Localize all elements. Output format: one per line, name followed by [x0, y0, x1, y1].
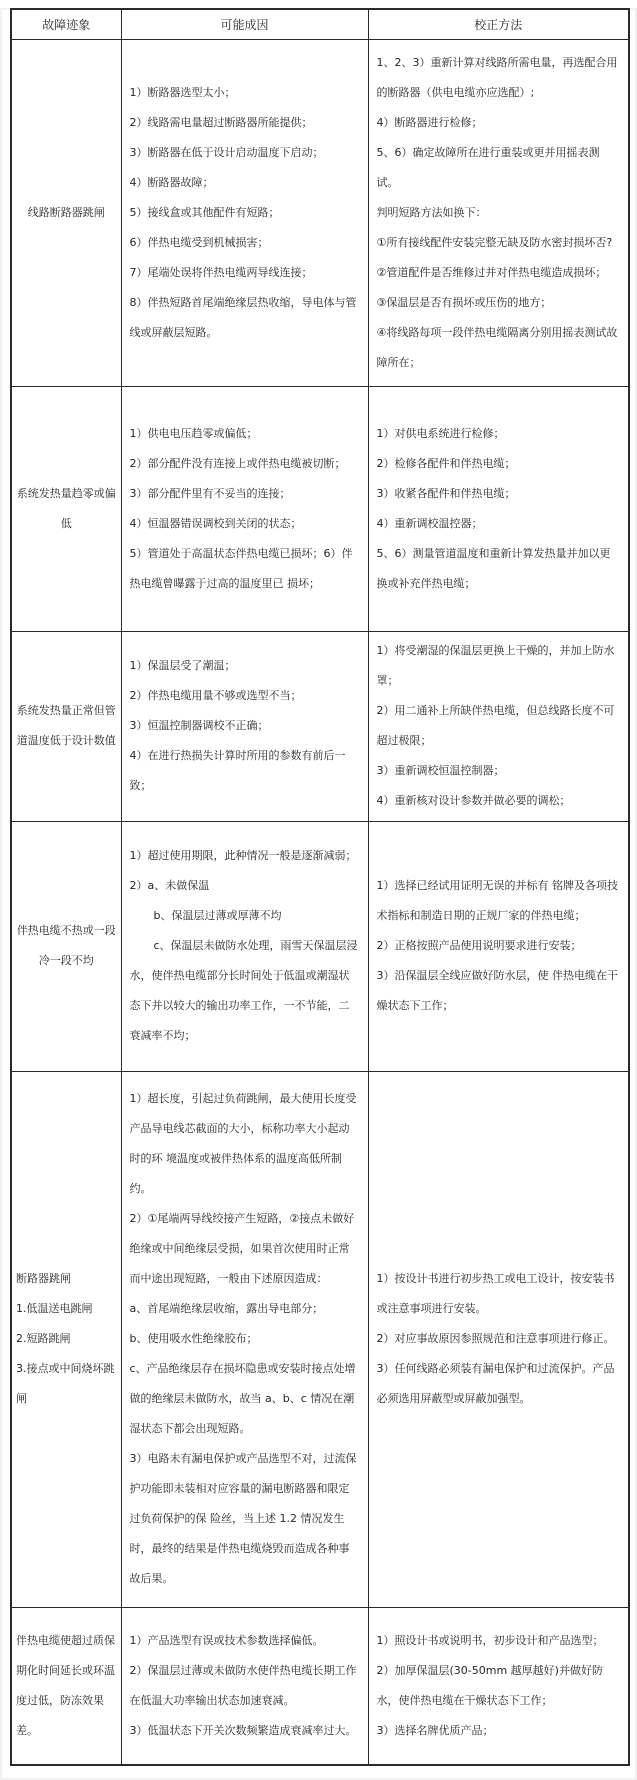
fix-item: 4）重新调校温控器；: [376, 516, 483, 530]
symptom-text: 系统发热量正常但管道温度低于设计数值: [16, 704, 116, 747]
cause-item: 4）恒温器错误调校到关闭的状态；: [129, 516, 302, 530]
header-fixes: 校正方法: [368, 9, 629, 39]
cause-item: 3）部分配件里有不妥当的连接；: [129, 486, 291, 500]
causes-cell: [121, 39, 368, 386]
fix-item: 判明短路方法如换下：: [376, 205, 487, 219]
cause-item: c、保温层未做防水处理，雨雪天保温层浸水，使伴热电缆部分长时间处于低温或潮湿状态下并以较大的输出功率工作，一不节能，二衰减率不均；: [129, 939, 358, 1042]
fix-item: ④将线路每项一段伴热电缆隔离分别用摇表测试故障所在；: [376, 325, 618, 369]
fix-item: 5、6）测量管道温度和重新计算发热量并加以更换或补充伴热电缆；: [376, 546, 611, 590]
table-row: [11, 1071, 629, 1607]
cause-item: 2）a、未做保温: [129, 879, 210, 892]
cause-item: 3）断路器在低于设计启动温度下启动；: [129, 145, 324, 159]
fix-item: 3）重新调校恒温控制器；: [376, 764, 505, 777]
cause-item: 2）保温层过薄或未做防水使伴热电缆长期工作在低温大功率输出状态加速衰减。: [129, 1663, 357, 1707]
symptom-cell: [11, 631, 121, 821]
cause-item: 5）管道处于高温状态伴热电缆已损坏；6）伴热电缆曾曝露于过高的温度里已 损坏；: [129, 546, 353, 590]
cause-item: 1）产品选型有误或技术参数选择偏低。: [129, 1633, 324, 1647]
cause-item: 4）断路器故障；: [129, 175, 214, 189]
symptom-text: 1.低温送电跳闸: [16, 1302, 93, 1315]
symptom-cell: [11, 386, 121, 631]
cause-item: 7）尾端处误将伴热电缆两导线连接；: [129, 265, 313, 279]
cause-item: 4）在进行热损失计算时所用的参数有前后一致；: [129, 749, 346, 792]
symptom-text: 伴热电缆使超过质保期化时间延长或环温度过低，防冻效果差。: [16, 1633, 115, 1737]
symptom-text: 3.接点或中间烧坏跳闸: [16, 1362, 115, 1405]
cause-item: 2）部分配件没有连接上或伴热电缆被切断；: [129, 456, 346, 470]
cause-item: 3）电路未有漏电保护或产品选型不对，过流保护功能即未装相对应容量的漏电断路器和限定过负荷保护的保 险丝，当上述 1.2 情况发生时，最终的结果是伴热电缆烧毁而造成各种事故后果。: [129, 1452, 357, 1585]
cause-item: b、使用吸水性绝缘胶布；: [129, 1332, 258, 1345]
causes-cell: [121, 631, 368, 821]
fixes-cell: [368, 39, 629, 386]
fix-item: 3）选择名牌优质产品；: [376, 1723, 494, 1737]
symptom-text: 线路断路器跳闸: [27, 205, 105, 219]
fault-troubleshooting-table: [10, 8, 630, 1766]
cause-item: b、保温层过薄或厚薄不均: [153, 909, 282, 922]
symptom-cell: [11, 821, 121, 1071]
fix-item: ②管道配件是否维修过并对伴热电缆造成损坏；: [376, 265, 607, 279]
symptom-cell: [11, 1607, 121, 1765]
cause-item: 1）超过使用期限，此种情况一般是逐渐减弱；: [129, 849, 357, 862]
fix-item: 1、2、3）重新计算对线路所需电量，再选配合用的断路器（供电电缆亦应选配）;: [376, 55, 618, 99]
fix-item: 2）正格按照产品使用说明要求进行安装；: [376, 939, 582, 952]
causes-cell: [121, 386, 368, 631]
fix-item: 2）对应事故原因参照规范和注意事项进行修正。: [376, 1332, 615, 1345]
cause-item: 8）伴热短路首尾端绝缘层热收缩，导电体与管线或屏蔽层短路。: [129, 295, 357, 339]
table-row: [11, 386, 629, 631]
fix-item: 3）任何线路必须装有漏电保护和过流保护。产品必须选用屏蔽型或屏蔽加强型。: [376, 1362, 615, 1405]
fix-item: 2）用二通补上所缺伴热电缆，但总线路长度不可超过极限；: [376, 704, 615, 747]
fix-item: ③保温层是否有损坏或压伤的地方；: [376, 295, 552, 309]
symptom-cell: [11, 39, 121, 386]
symptom-text: 断路器跳闸: [16, 1272, 71, 1285]
fix-item: 1）对供电系统进行检修；: [376, 426, 505, 440]
fixes-cell: [368, 1607, 629, 1765]
cause-item: a、首尾端绝缘层收缩，露出导电部分；: [129, 1302, 324, 1315]
symptom-cell: [11, 1071, 121, 1607]
fixes-cell: [368, 821, 629, 1071]
causes-cell: [121, 821, 368, 1071]
fix-item: 4）断路器进行检修；: [376, 115, 483, 129]
fixes-cell: [368, 1071, 629, 1607]
fix-item: 4）重新核对设计参数并做必要的调松；: [376, 794, 571, 807]
cause-item: 3）低温状态下开关次数频繁造成衰减率过大。: [129, 1723, 357, 1737]
table-row: [11, 631, 629, 821]
fixes-cell: [368, 631, 629, 821]
fix-item: 3）收紧各配件和伴热电缆；: [376, 486, 516, 500]
fix-item: 5、6）确定故障所在进行重装或更并用摇表测试。: [376, 145, 600, 189]
causes-cell: [121, 1071, 368, 1607]
cause-item: 5）接线盒或其他配件有短路；: [129, 205, 280, 219]
header-symptom: 故障迹象: [11, 9, 121, 39]
symptom-text: 2.短路跳闸: [16, 1332, 71, 1345]
header-row: [11, 9, 629, 39]
cause-item: 1）供电电压趋零或偏低；: [129, 426, 258, 440]
header-causes: 可能成因: [121, 9, 368, 39]
fixes-cell: [368, 386, 629, 631]
cause-item: 2）伴热电缆用量不够或选型不当；: [129, 689, 302, 702]
fix-item: 1）选择已经试用证明无误的并标有 铭牌及各项技术指标和制造日期的正规厂家的伴热电缆；: [376, 879, 618, 922]
cause-item: 1）断路器选型太小；: [129, 85, 236, 99]
symptom-text: 系统发热量趋零或偏低: [16, 486, 116, 530]
symptom-text: 伴热电缆不热或一段冷一段不均: [16, 924, 116, 967]
cause-item: 2）线路需电量超过断路器所能提供；: [129, 115, 313, 129]
cause-item: c、产品绝缘层存在损坏隐患或安装时接点处增做的绝缘层未做防水，故当 a、b、c 情况在潮湿状态下都会出现短路。: [129, 1362, 356, 1435]
table-row: [11, 39, 629, 386]
cause-item: 2）①尾端两导线绞接产生短路，②接点未做好绝缘或中间绝缘层受损，如果首次使用时正常而中途出现短路，一般由下述原因造成：: [129, 1212, 355, 1285]
fix-item: 1）将受潮湿的保温层更换上干燥的，并加上防水罩；: [376, 644, 615, 687]
table-row: [11, 1607, 629, 1765]
fix-item: 1）照设计书或说明书，初步设计和产品选型；: [376, 1633, 604, 1647]
fix-item: 2）检修各配件和伴热电缆；: [376, 456, 516, 470]
causes-cell: [121, 1607, 368, 1765]
fix-item: 2）加厚保温层(30-50mm 越厚越好)并做好防水，使伴热电缆在干燥状态下工作；: [376, 1663, 603, 1707]
cause-item: 1）超长度，引起过负荷跳闸，最大使用长度受产品导电线芯截面的大小，标称功率大小起动时的环 境温度或被伴热体系的温度高低所制约。: [129, 1092, 357, 1195]
table-row: [11, 821, 629, 1071]
cause-item: 1）保温层受了潮温；: [129, 659, 236, 672]
fix-item: 1）按设计书进行初步热工或电工设计，按安装书或注意事项进行安装。: [376, 1272, 615, 1315]
cause-item: 3）恒温控制器调校不正确；: [129, 719, 269, 732]
fix-item: 3）沿保温层全线应做好防水层，使 伴热电缆在干燥状态下工作；: [376, 969, 618, 1012]
fix-item: ①所有接线配件安装完整无缺及防水密封损坏否?: [376, 235, 613, 249]
cause-item: 6）伴热电缆受到机械损害；: [129, 235, 269, 249]
